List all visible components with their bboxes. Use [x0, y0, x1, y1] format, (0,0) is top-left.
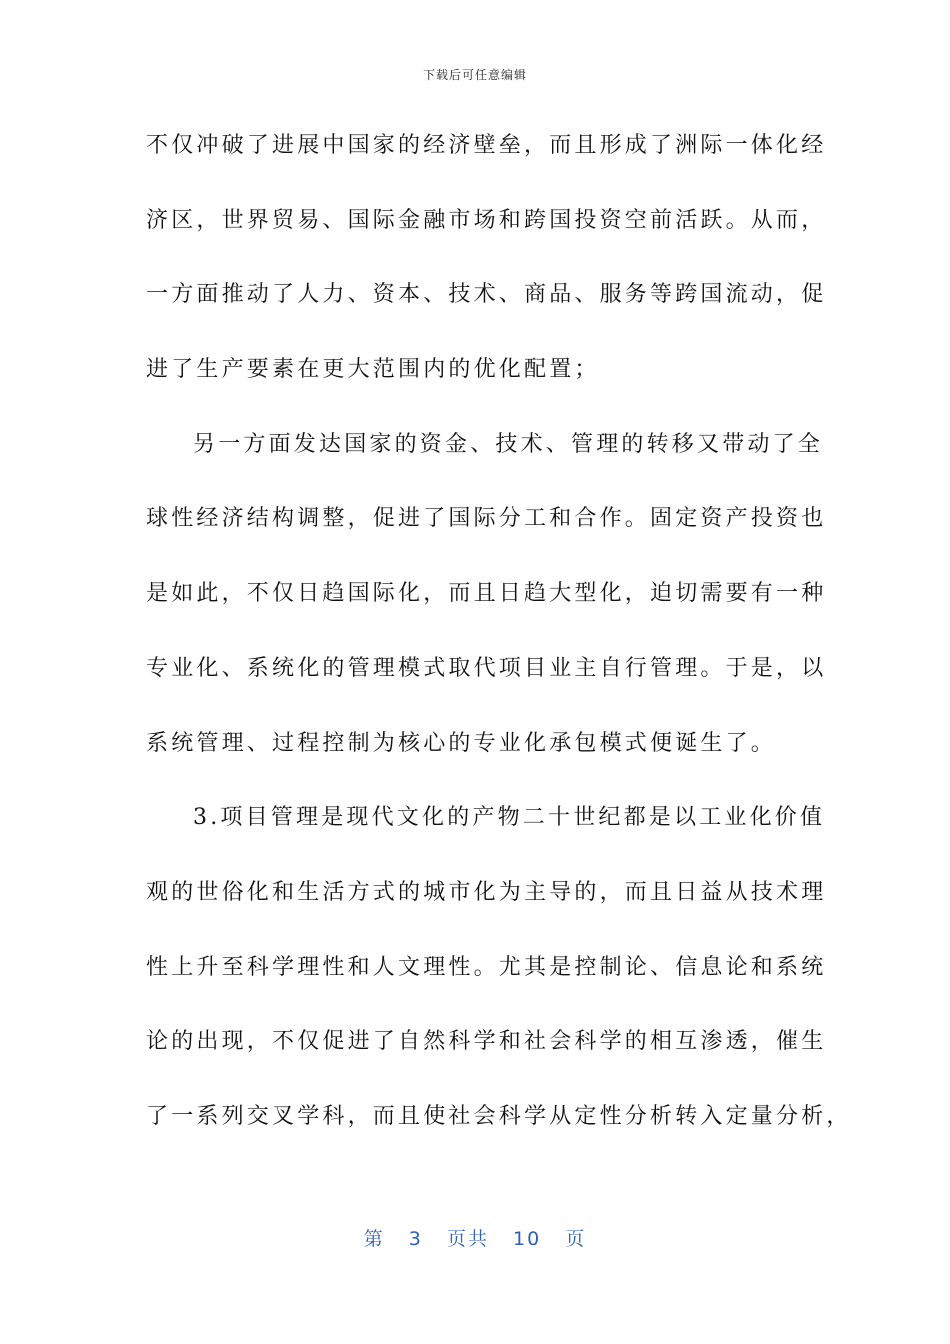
footer-page-total: 10: [513, 1228, 542, 1250]
text-line: 了一系列交叉学科，而且使社会科学从定性分析转入定量分析，: [146, 1103, 852, 1129]
page-footer: [0, 1224, 950, 1251]
footer-page-number: 3: [408, 1228, 423, 1250]
text-line: 不仅冲破了进展中国家的经济壁垒，而且形成了洲际一体化经: [146, 133, 827, 158]
text-line: 论的出现，不仅促进了自然科学和社会科学的相互渗透，催生: [146, 1029, 827, 1055]
text-line: 另一方面发达国家的资金、技术、管理的转移又带动了全: [193, 431, 824, 457]
footer-page-prefix: 第: [363, 1228, 385, 1250]
text-line: 专业化、系统化的管理模式取代项目业主自行管理。于是，以: [146, 655, 827, 681]
document-body: [146, 120, 852, 1166]
text-line: 一方面推动了人力、资本、技术、商品、服务等跨国流动，促: [146, 282, 827, 308]
text-line: 观的世俗化和生活方式的城市化为主导的，而且日益从技术理: [146, 879, 827, 905]
text-line: 进了生产要素在更大范围内的优化配置；: [146, 357, 600, 383]
text-line: 性上升至科学理性和人文理性。尤其是控制论、信息论和系统: [146, 954, 827, 980]
text-line: 是如此，不仅日趋国际化，而且日趋大型化，迫切需要有一种: [146, 581, 827, 607]
text-line: 系统管理、过程控制为核心的专业化承包模式便诞生了。: [146, 730, 777, 756]
text-line: 球性经济结构调整，促进了国际分工和合作。固定资产投资也: [146, 506, 827, 532]
page-header-note: 下载后可任意编辑: [422, 68, 527, 82]
footer-page-suffix: 页: [565, 1228, 587, 1250]
text-line: 济区，世界贸易、国际金融市场和跨国投资空前活跃。从而，: [146, 207, 827, 233]
text-line: 3.项目管理是现代文化的产物二十世纪都是以工业化价值: [193, 805, 826, 831]
footer-page-mid: 页共: [446, 1228, 489, 1250]
